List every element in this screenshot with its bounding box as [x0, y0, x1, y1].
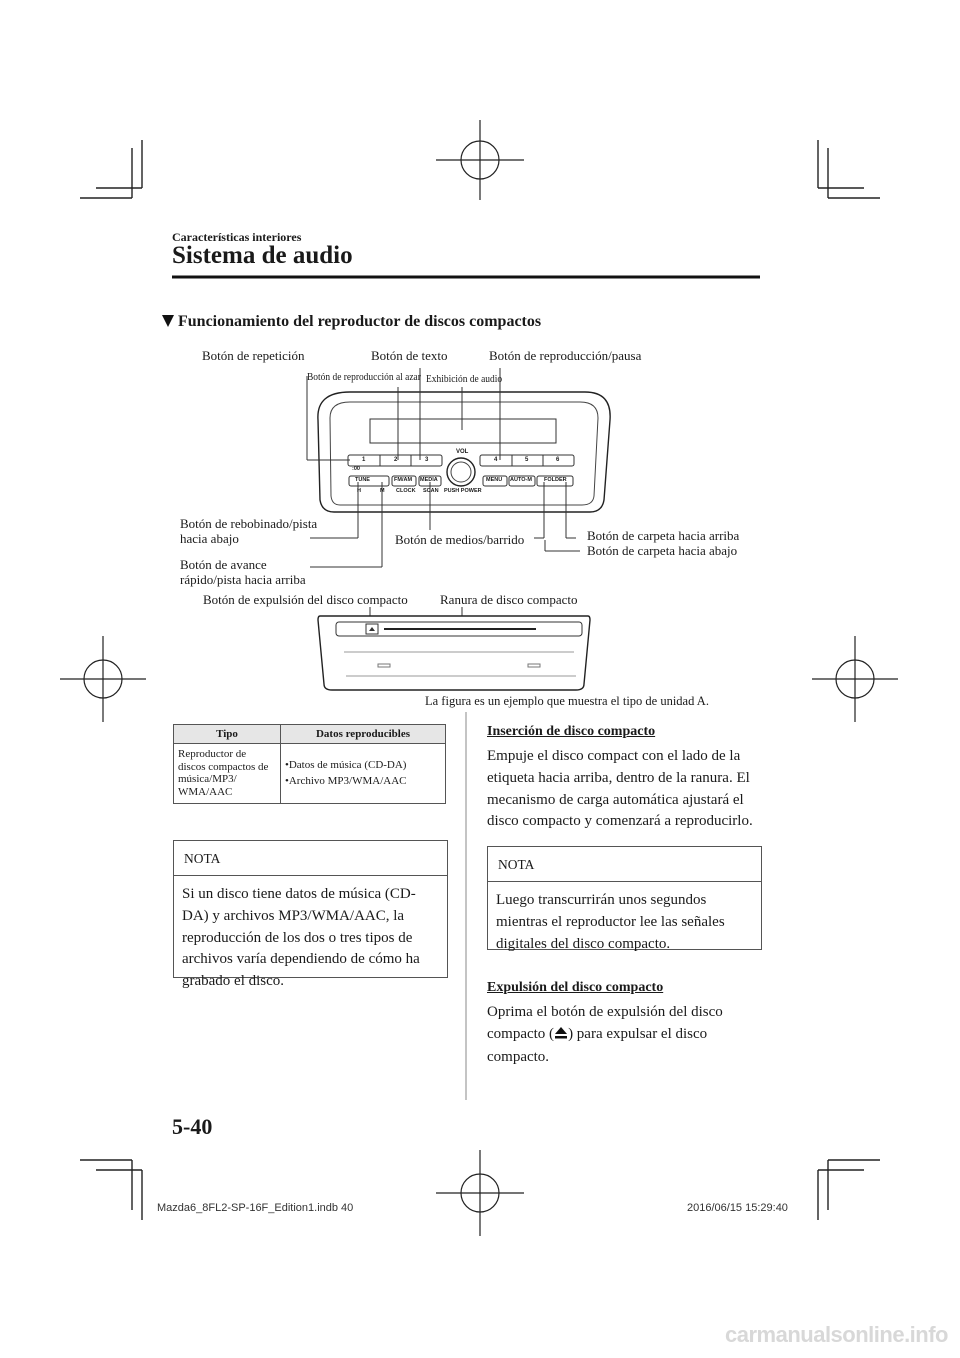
preset-6: 6 — [556, 457, 560, 463]
callout-repeat: Botón de repetición — [202, 348, 305, 363]
callout-text: Botón de texto — [371, 348, 448, 363]
m-label: M — [380, 488, 385, 494]
list-item: •Datos de música (CD-DA) — [285, 759, 407, 772]
footer-timestamp: 2016/06/15 15:29:40 — [687, 1202, 788, 1214]
page-number: 5-40 — [172, 1114, 213, 1139]
scan-label: SCAN — [423, 488, 439, 494]
callout-forward-1: Botón de avance — [180, 557, 267, 572]
zero-label: :00 — [352, 466, 360, 472]
callout-slot: Ranura de disco compacto — [440, 592, 578, 607]
figure-caption: La figura es un ejemplo que muestra el tipo de unidad A. — [425, 694, 709, 708]
subheading: Funcionamiento del reproductor de discos compactos — [178, 313, 542, 330]
page-title: Sistema de audio — [172, 242, 353, 269]
insertion-heading: Inserción de disco compacto — [487, 724, 656, 739]
callout-forward-2: rápido/pista hacia arriba — [180, 572, 306, 587]
playable-data-table — [173, 724, 446, 804]
eject-icon — [554, 1025, 568, 1047]
autom-label: AUTO-M — [510, 477, 532, 483]
note-title: NOTA — [488, 847, 761, 882]
preset-3: 3 — [425, 457, 429, 463]
callout-folder-down: Botón de carpeta hacia abajo — [587, 543, 738, 558]
note-box-right — [487, 846, 762, 950]
note-title: NOTA — [174, 841, 447, 876]
insertion-body: Empuje el disco compact con el lado de la etiqueta hacia arriba, dentro de la ranura. El mecanismo de carga automática ajustará el disco compacto y comenzará a reproducirlo. — [487, 748, 753, 830]
preset-4: 4 — [494, 457, 498, 463]
table-cell-type: Reproductor de discos compactos de música/MP3/ WMA/AAC — [174, 744, 281, 804]
table-row — [174, 744, 446, 804]
clock-label: CLOCK — [396, 488, 416, 494]
callout-play-pause: Botón de reproducción/pausa — [489, 348, 642, 363]
preset-5: 5 — [525, 457, 529, 463]
table-header-data: Datos reproducibles — [281, 725, 446, 744]
push-power-label: PUSH POWER — [444, 488, 482, 494]
callout-media-scan: Botón de medios/barrido — [395, 532, 525, 547]
media-label: MEDIA — [420, 477, 438, 483]
callout-rewind-1: Botón de rebobinado/pista — [180, 516, 318, 531]
callout-random: Botón de reproducción al azar — [307, 372, 421, 383]
ejection-body: Oprima el botón de expulsión del disco compacto ( ) para expulsar el disco compacto. — [487, 1004, 723, 1065]
ejection-heading: Expulsión del disco compacto — [487, 980, 664, 995]
vol-label: VOL — [456, 449, 469, 455]
note-body: Si un disco tiene datos de música (CD-DA) y archivos MP3/WMA/AAC, la reproducción de los dos o tres tipos de archivos varía dependiendo de cómo ha grabado el disco. — [182, 886, 420, 989]
tune-label: TUNE — [355, 477, 370, 483]
callout-eject: Botón de expulsión del disco compacto — [203, 592, 408, 607]
watermark: carmanualsonline.info — [725, 1322, 948, 1347]
callout-rewind-2: hacia abajo — [180, 531, 239, 546]
preset-1: 1 — [362, 457, 366, 463]
callout-display: Exhibición de audio — [426, 374, 503, 385]
h-label: H — [357, 488, 361, 494]
fmam-label: FM/AM — [394, 477, 413, 483]
table-header-type: Tipo — [174, 725, 281, 744]
note-body: Luego transcurrirán unos segundos mientras el reproductor lee las señales digitales del disco compacto. — [496, 892, 725, 952]
menu-label: MENU — [486, 477, 503, 483]
folder-label: FOLDER — [544, 477, 567, 483]
note-box-left — [173, 840, 448, 989]
list-item: •Archivo MP3/WMA/AAC — [285, 774, 407, 787]
table-cell-data — [281, 744, 446, 804]
callout-folder-up: Botón de carpeta hacia arriba — [587, 528, 740, 543]
section-label: Características interiores — [172, 230, 302, 244]
preset-2: 2 — [394, 457, 398, 463]
footer-file: Mazda6_8FL2-SP-16F_Edition1.indb 40 — [157, 1202, 354, 1214]
